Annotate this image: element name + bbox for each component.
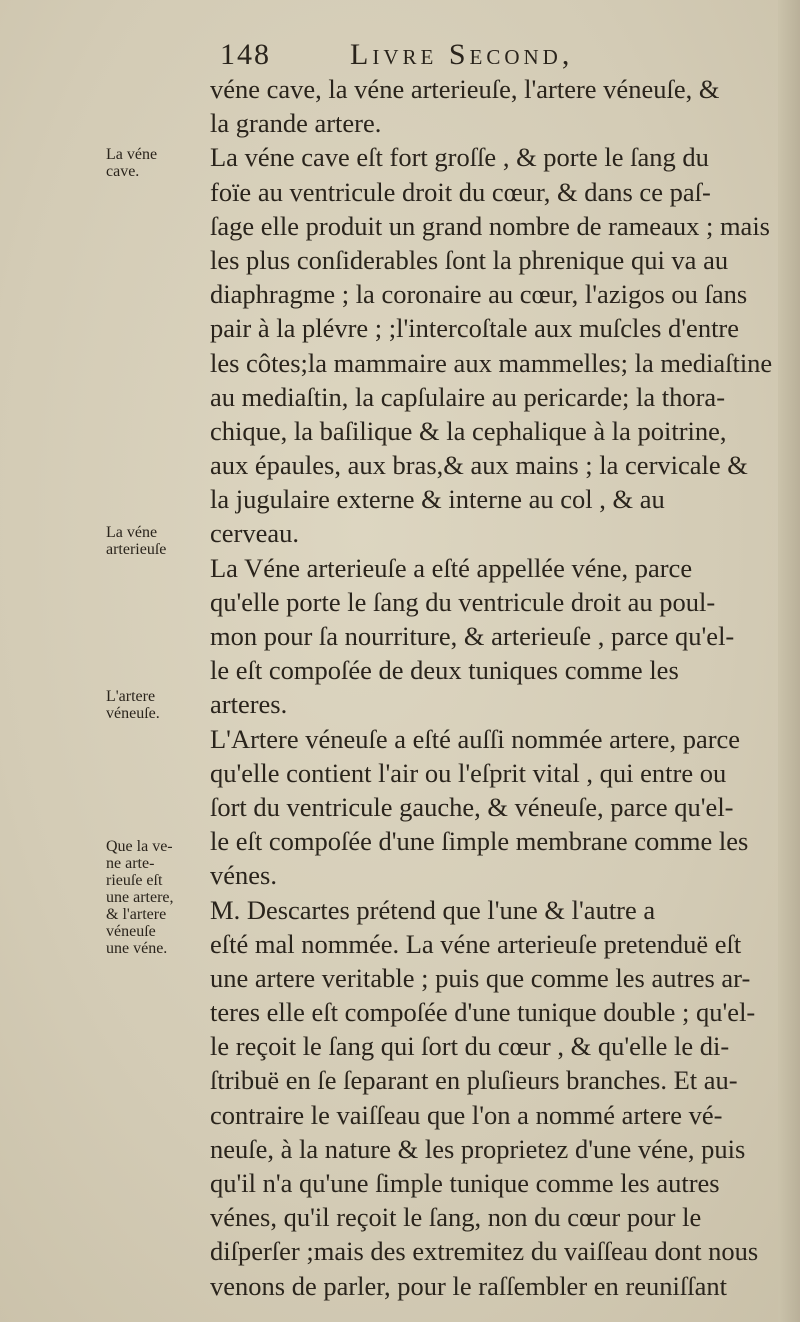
text-line: foïe au ventricule droit du cœur, & dans ce paſ- xyxy=(210,176,711,207)
text-line: chique, la baſilique & la cephalique à la poitrine, xyxy=(210,415,727,446)
text-line: le eſt compoſée de deux tuniques comme les xyxy=(210,655,679,686)
text-line: ſtribuë en ſe ſeparant en pluſieurs branches. Et au- xyxy=(210,1065,738,1096)
text-line: les plus conſiderables ſont la phrenique qui va au xyxy=(210,244,729,275)
text-line: au mediaſtin, la capſulaire au pericarde; la thora- xyxy=(210,381,726,412)
text-line: L'Artere véneuſe a eſté auſſi nommée artere, parce xyxy=(210,723,741,754)
text-line: mon pour ſa nourriture, & arterieuſe , parce qu'el- xyxy=(210,621,735,651)
text-line: qu'il n'a qu'une ſimple tunique comme les autres xyxy=(210,1168,720,1198)
margin-note-line: L'artere xyxy=(106,688,156,705)
margin-note-line: & l'artere xyxy=(106,906,167,923)
page-number: 148 xyxy=(220,38,271,71)
margin-note-line: véneuſe. xyxy=(106,705,160,722)
margin-note-que-la-vene xyxy=(106,838,206,957)
text-line: vénes, qu'il reçoit le ſang, non du cœur pour le xyxy=(210,1202,702,1233)
text-line: qu'elle contient l'air ou l'eſprit vital , qui entre ou xyxy=(210,757,727,788)
text-line: cerveau. xyxy=(210,518,299,549)
text-line: neuſe, à la nature & les proprietez d'une véne, puis xyxy=(210,1133,746,1164)
text-line: ſort du ventricule gauche, & véneuſe, parce qu'el- xyxy=(210,791,734,822)
running-title: Livre Second, xyxy=(350,38,574,71)
text-line: véne cave, la véne arterieuſe, l'artere véneuſe, & xyxy=(210,74,720,104)
margin-note-line: rieuſe eſt xyxy=(106,872,163,889)
margin-note-line: une véne. xyxy=(106,940,168,957)
text-line: la grande artere. xyxy=(210,108,382,139)
text-line: aux épaules, aux bras,& aux mains ; la cervicale & xyxy=(210,450,748,481)
text-line: venons de parler, pour le raſſembler en reuniſſant xyxy=(210,1270,727,1301)
text-line: qu'elle porte le ſang du ventricule droit au poul- xyxy=(210,586,716,617)
margin-note-line: ne arte- xyxy=(106,855,155,872)
margin-note-line: La véne xyxy=(106,524,158,541)
margin-note-line: cave. xyxy=(106,163,140,180)
text-line: diſperſer ;mais des extremitez du vaiſſeau dont nous xyxy=(210,1236,759,1267)
text-line: vénes. xyxy=(210,860,277,891)
margin-note-vene-arterieuse xyxy=(106,524,206,558)
text-line: La Véne arterieuſe a eſté appellée véne, parce xyxy=(210,552,693,583)
text-line: la jugulaire externe & interne au col , & au xyxy=(210,484,665,515)
margin-note-artere-veneuse xyxy=(106,688,206,722)
margin-note-vene-cave xyxy=(106,146,206,180)
text-line: arteres. xyxy=(210,689,288,720)
text-line: teres elle eſt compoſée d'une tunique double ; qu'el- xyxy=(210,997,756,1028)
text-line: M. Descartes prétend que l'une & l'autre a xyxy=(210,894,656,925)
text-line: contraire le vaiſſeau que l'on a nommé artere vé- xyxy=(210,1099,723,1130)
text-line: une artere veritable ; puis que comme les autres ar- xyxy=(210,962,751,993)
margin-note-line: une artere, xyxy=(106,889,174,906)
text-line: eſté mal nommée. La véne arterieuſe pretenduë eſt xyxy=(210,928,742,959)
text-line: le eſt compoſée d'une ſimple membrane comme les xyxy=(210,826,749,857)
text-line: le reçoit le ſang qui ſort du cœur , & qu'elle le di- xyxy=(210,1031,730,1062)
margin-note-line: arterieuſe xyxy=(106,541,167,558)
text-line: diaphragme ; la coronaire au cœur, l'azigos ou ſans xyxy=(210,279,748,310)
text-line: pair à la plévre ; ;l'intercoſtale aux muſcles d'entre xyxy=(210,313,740,344)
text-line: ſage elle produit un grand nombre de rameaux ; mais xyxy=(210,210,770,241)
margin-note-line: La véne xyxy=(106,146,158,163)
text-line: les côtes;la mammaire aux mammelles; la mediaſtine xyxy=(210,347,773,378)
margin-note-line: véneuſe xyxy=(106,923,156,940)
text-line: La véne cave eſt fort groſſe , & porte le ſang du xyxy=(210,142,709,173)
body-text xyxy=(210,72,790,1303)
margin-note-line: Que la ve- xyxy=(106,838,173,855)
